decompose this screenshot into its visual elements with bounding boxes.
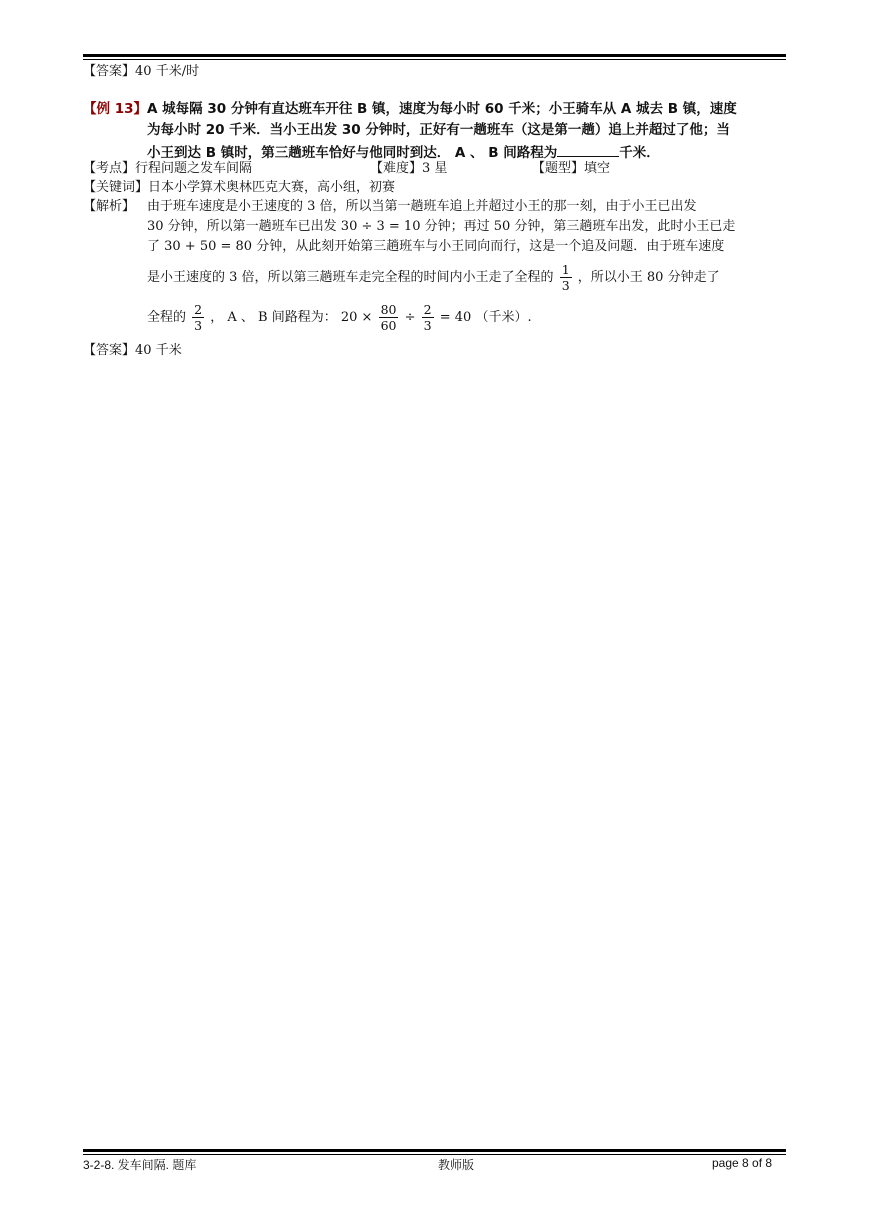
analysis-line-1: 由于班车速度是小王速度的 3 倍，所以当第一趟班车追上并超过小王的那一刻，由于小王已出发 (147, 199, 697, 214)
keywords-label: 【关键词】 (83, 180, 149, 195)
tixing-label: 【题型】 (532, 161, 585, 176)
answer-line (83, 342, 182, 360)
kaodian-label: 【考点】 (83, 161, 136, 176)
fraction-numerator: 2 (423, 302, 432, 317)
prev-answer-label: 【答案】 (83, 64, 136, 79)
example-line-3-pre: 小王到达 B 镇时，第三趟班车恰好与他同时到达． A 、 B 间路程为 (147, 145, 558, 161)
example-line-2: 为每小时 20 千米．当小王出发 30 分钟时，正好有一趟班车（这是第一趟）追上并超过了他；当 (147, 122, 730, 138)
answer-blank (557, 142, 619, 157)
fraction-denominator: 3 (423, 318, 432, 333)
keywords-row (83, 179, 395, 197)
analysis-line-4-post: ，所以小王 80 分钟走了 (577, 270, 720, 285)
fraction-numerator: 80 (380, 302, 397, 317)
analysis-line-5-post: = 40 （千米）. (439, 310, 532, 325)
footer-rule-thin (83, 1154, 786, 1155)
example-line-3 (147, 142, 660, 162)
kaodian-row (83, 160, 252, 178)
analysis-line-5 (147, 302, 532, 333)
analysis-label: 【解析】 (83, 199, 136, 214)
fraction-one-third (560, 262, 572, 293)
answer-text: 40 千米 (135, 343, 182, 358)
analysis-line-4-pre: 是小王速度的 3 倍，所以第三趟班车走完全程的时间内小王走了全程的 (147, 270, 554, 285)
footer-right: page 8 of 8 (712, 1156, 773, 1170)
header-rule-thick (83, 54, 786, 57)
fraction-two-thirds-b (422, 302, 434, 333)
analysis-line-2: 30 分钟，所以第一趟班车已出发 30 ÷ 3 = 10 分钟；再过 50 分钟，第三趟班车出发，此时小王已走 (147, 219, 736, 234)
fraction-numerator: 2 (194, 302, 203, 317)
footer-rule-thick (83, 1149, 786, 1152)
nandu-value: 3 星 (422, 161, 448, 176)
fraction-denominator: 3 (194, 318, 203, 333)
fraction-denominator: 60 (380, 318, 397, 333)
nandu-row (370, 160, 447, 178)
prev-answer-line (83, 63, 199, 81)
fraction-two-thirds (192, 302, 204, 333)
example-label: 【例 13】 (83, 101, 147, 117)
example-line-3-post: 千米． (619, 145, 660, 161)
tixing-row (532, 160, 610, 178)
kaodian-value: 行程问题之发车间隔 (135, 161, 253, 176)
keywords-value: 日本小学算术奥林匹克大赛，高小组，初赛 (148, 180, 396, 195)
header-rule-thin (83, 59, 786, 60)
fraction-numerator: 1 (561, 262, 570, 277)
prev-answer-text: 40 千米/时 (135, 64, 200, 79)
fraction-80-60 (379, 302, 399, 333)
footer-left: 3-2-8. 发车间隔. 题库 (83, 1158, 197, 1172)
analysis-line-5-mid: ， A 、 B 间路程为： 20 × (210, 310, 373, 325)
analysis-line-3: 了 30 + 50 = 80 分钟，从此刻开始第三趟班车与小王同向而行，这是一个追及问题．由于班车速度 (147, 239, 725, 254)
division-sign: ÷ (404, 310, 416, 325)
tixing-value: 填空 (584, 161, 611, 176)
example-line-1: A 城每隔 30 分钟有直达班车开往 B 镇，速度为每小时 60 千米；小王骑车从 A 城去 B 镇，速度 (147, 101, 737, 117)
answer-label: 【答案】 (83, 343, 136, 358)
analysis-line-4 (147, 262, 720, 293)
nandu-label: 【难度】 (370, 161, 423, 176)
analysis-line-5-pre: 全程的 (147, 310, 187, 325)
footer-center: 教师版 (438, 1158, 475, 1172)
fraction-denominator: 3 (561, 278, 570, 293)
